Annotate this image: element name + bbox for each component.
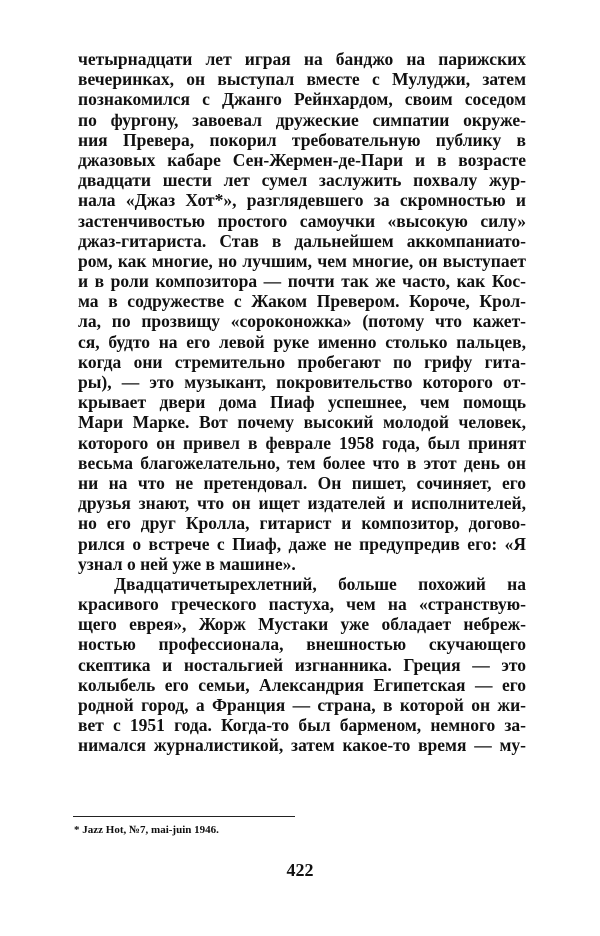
text-line: скептика и ностальгией изгнанника. Греция — это [78,654,526,675]
text-line: Мари Марке. Вот почему высокий молодой человек, [78,412,526,433]
text-line: джаз-гитариста. Став в дальнейшем аккомпаниато- [78,230,526,251]
text-line: когда они стремительно пробегают по грифу гита- [78,351,526,372]
text-line: застенчивостью простого самоучки «высокую силу» [78,210,526,231]
text-line: которого он привел в феврале 1958 года, был принят [78,432,526,453]
text-line: двадцати шести лет сумел заслужить похвалу жур- [78,170,526,191]
text-line: нала «Джаз Хот*», разглядевшего за скромностью и [78,190,526,211]
text-line: друзья знают, что он ищет издателей и исполнителей, [78,493,526,514]
text-line: ла, по прозвищу «сороконожка» (потому что кажет- [78,311,526,332]
text-line: по фургону, завоевал дружеские симпатии окруже- [78,109,526,130]
text-line: ни на что не претендовал. Он пишет, сочиняет, его [78,472,526,493]
text-line: узнал о ней уже в машине». [78,553,296,574]
text-line: ния Превера, покорил требовательную публику в [78,129,526,150]
text-line: весьма благожелательно, тем более что в этот день он [78,452,526,473]
text-line: ся, будто на его левой руке именно столько пальцев, [78,331,526,352]
text-line: ром, как многие, но лучшим, чем многие, он выступает [78,250,526,271]
text-line: и в роли композитора — почти так же часто, как Кос- [78,271,526,292]
text-line: Двадцатичетырехлетний, больше похожий на [114,573,526,594]
text-line: познакомился с Джанго Рейнхардом, своим соседом [78,89,526,110]
text-line: родной город, а Франция — страна, в которой он жи- [78,695,526,715]
body-text [78,49,526,756]
text-line: ма в содружестве с Жаком Превером. Короче, Крол- [78,291,526,312]
text-line: ры), — это музыкант, покровительство которого от- [78,372,526,392]
text-line: ностью профессионала, внешностью скучающего [78,634,526,655]
text-line: вет с 1951 года. Когда-то был барменом, немного за- [78,715,526,736]
text-line: но его друг Кролла, гитарист и композитор, догово- [78,513,526,534]
text-line: щего еврея», Жорж Мустаки уже обладает небреж- [78,614,526,635]
text-line: четырнадцати лет играя на банджо на парижских [78,49,526,69]
text-line: вечеринках, он выступал вместе с Мулуджи, затем [78,69,526,90]
text-line: колыбель его семьи, Александрия Египетская — его [78,674,526,695]
footnote-divider [73,816,295,817]
page-number: 422 [286,860,314,880]
text-line: красивого греческого пастуха, чем на «странствую- [78,594,526,615]
text-line: нимался журналистикой, затем какое-то время — му- [78,735,526,756]
text-line: крывает двери дома Пиаф успешнее, чем помощь [78,392,526,413]
text-line: рился о встрече с Пиаф, даже не предупредив его: «Я [78,533,526,554]
text-line: джазовых кабаре Сен-Жермен-де-Пари и в возрасте [78,149,526,170]
footnote: * Jazz Hot, №7, mai-juin 1946. [74,824,219,836]
